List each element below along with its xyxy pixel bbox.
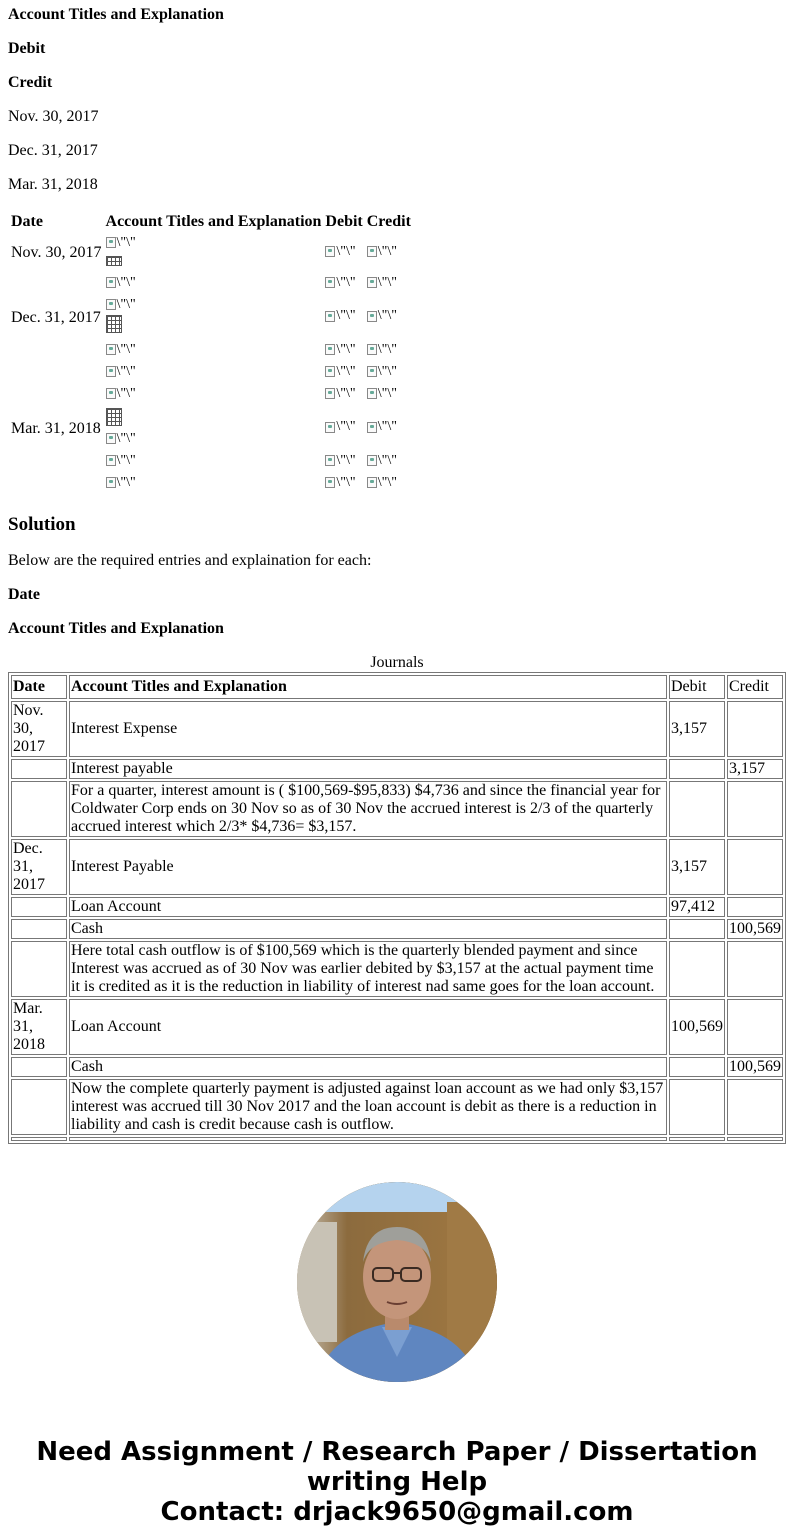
broken-image-icon: \"\" — [106, 432, 136, 446]
broken-credit-cell — [366, 363, 412, 383]
cta-line-2: writing Help — [306, 1467, 488, 1497]
broken-account-cell — [105, 234, 323, 272]
journal-cell-date — [11, 897, 67, 917]
broken-date-3: Mar. 31, 2018 — [11, 419, 101, 437]
journal-cell-debit — [669, 941, 725, 997]
table-row — [11, 701, 783, 757]
journal-header-debit: Debit — [669, 675, 725, 699]
broken-account-cell — [105, 341, 323, 361]
date-line-3: Mar. 31, 2018 — [8, 176, 98, 193]
broken-account-cell — [105, 363, 323, 383]
author-portrait-image — [297, 1182, 497, 1382]
broken-debit-cell — [324, 385, 363, 405]
broken-date-2: Dec. 31, 2017 — [11, 308, 101, 326]
broken-credit-cell — [366, 341, 412, 361]
broken-image-icon: \"\" — [106, 343, 136, 357]
broken-image-icon: \"\" — [367, 476, 397, 490]
journal-table — [8, 672, 786, 1144]
broken-account-cell — [105, 274, 323, 294]
broken-credit-cell — [366, 234, 412, 272]
journal-cell-account: Cash — [69, 919, 667, 939]
journal-cell-credit: 100,569 — [729, 920, 781, 937]
journal-body — [11, 701, 783, 1141]
journal-cell-date: Mar. 31, 2018 — [11, 999, 67, 1055]
broken-credit-cell — [366, 296, 412, 339]
broken-image-icon: \"\" — [106, 454, 136, 468]
journal-cell-account: Interest Payable — [69, 839, 667, 895]
col-header-credit: Credit — [366, 213, 411, 230]
journal-cell-credit — [727, 941, 783, 997]
broken-account-cell — [105, 385, 323, 405]
journal-cell-account: For a quarter, interest amount is ( $100,569-$95,833) $4,736 and since the financial year for Coldwater Corp ends on 30 Nov so as of 30 Nov the accrued interest is 2/3 of the quarterly accrued interest which 2/3* $4,736= $3,157. — [69, 781, 667, 837]
journal-cell-credit — [727, 701, 783, 757]
broken-image-icon: \"\" — [325, 245, 355, 259]
journal-cell-date — [11, 941, 67, 997]
broken-credit-cell — [366, 274, 412, 294]
col-header-date: Date — [11, 213, 43, 230]
journal-caption: Journals — [370, 654, 424, 671]
journal-cell-date — [11, 781, 67, 837]
broken-image-icon: \"\" — [367, 365, 397, 379]
broken-image-icon: \"\" — [325, 387, 355, 401]
journal-cell-account: Cash — [69, 1057, 667, 1077]
page — [0, 6, 794, 1527]
broken-image-icon: \"\" — [106, 387, 136, 401]
broken-image-icon: \"\" — [367, 245, 397, 259]
broken-image-icon: \"\" — [367, 343, 397, 357]
journal-cell-debit — [669, 781, 725, 837]
journal-cell-account: Now the complete quarterly payment is adjusted against loan account as we had only $3,157 interest was accrued till 30 Nov 2017 and the loan account is debit as there is a reduction in liability and cash is credit because cash is outflow. — [69, 1079, 667, 1135]
journal-cell-credit: 3,157 — [727, 759, 783, 779]
journal-cell-credit — [727, 839, 783, 895]
journal-cell-date: Nov. 30, 2017 — [11, 701, 67, 757]
broken-image-icon: \"\" — [325, 276, 355, 290]
journal-cell-date — [11, 1079, 67, 1135]
journal-cell-account: Interest payable — [69, 759, 667, 779]
cta-line-1: Need Assignment / Research Paper / Dissertation — [36, 1437, 758, 1467]
grid-icon — [106, 408, 122, 426]
footer-cell — [669, 1137, 725, 1141]
journal-header-account: Account Titles and Explanation — [69, 675, 667, 699]
journal-cell-debit — [669, 1079, 725, 1135]
broken-entries-table — [8, 210, 414, 496]
heading-account-titles: Account Titles and Explanation — [8, 6, 224, 23]
table-row — [11, 1079, 783, 1135]
journal-cell-date: Dec. 31, 2017 — [11, 839, 67, 895]
journal-cell-debit — [669, 759, 725, 779]
broken-image-icon: \"\" — [325, 365, 355, 379]
broken-debit-cell — [324, 341, 363, 361]
table-row — [11, 941, 783, 997]
journal-cell-credit — [727, 897, 783, 917]
table-row — [11, 759, 783, 779]
broken-debit-cell — [324, 363, 363, 383]
col-header-account: Account Titles and Explanation — [105, 213, 322, 230]
journal-cell-account: Loan Account — [69, 897, 667, 917]
broken-account-cell — [105, 407, 323, 450]
col-header-debit: Debit — [325, 213, 363, 230]
journal-cell-credit — [727, 781, 783, 837]
author-avatar — [297, 1182, 497, 1382]
journal-cell-debit: 3,157 — [669, 839, 725, 895]
broken-account-cell — [105, 452, 323, 472]
journal-cell-account: Interest Expense — [69, 701, 667, 757]
grid-icon — [106, 315, 122, 333]
broken-image-icon: \"\" — [106, 365, 136, 379]
broken-image-icon: \"\" — [367, 309, 397, 323]
broken-date-1: Nov. 30, 2017 — [11, 244, 102, 261]
broken-image-icon: \"\" — [325, 476, 355, 490]
solution-account-label: Account Titles and Explanation — [8, 620, 224, 637]
table-row — [11, 1057, 783, 1077]
broken-account-cell — [105, 474, 323, 494]
broken-image-icon: \"\" — [106, 476, 136, 490]
broken-image-icon: \"\" — [325, 420, 355, 434]
journal-cell-debit — [669, 1057, 725, 1077]
journal-cell-debit — [669, 919, 725, 939]
call-to-action — [8, 1437, 786, 1527]
solution-date-label: Date — [8, 586, 40, 603]
broken-image-icon: \"\" — [367, 420, 397, 434]
date-line-2: Dec. 31, 2017 — [8, 142, 98, 159]
broken-image-icon: \"\" — [367, 276, 397, 290]
broken-credit-cell — [366, 407, 412, 450]
journal-cell-credit — [727, 999, 783, 1055]
broken-debit-cell — [324, 296, 363, 339]
grid-icon — [106, 256, 122, 266]
footer-cell — [11, 1137, 67, 1141]
date-line-1: Nov. 30, 2017 — [8, 108, 99, 125]
journal-cell-date — [11, 1057, 67, 1077]
broken-account-cell — [105, 296, 323, 339]
table-row — [11, 839, 783, 895]
journal-cell-credit: 100,569 — [729, 1058, 781, 1075]
table-row — [11, 999, 783, 1055]
table-row — [11, 781, 783, 837]
solution-intro: Below are the required entries and explaination for each: — [8, 552, 372, 569]
journal-header-credit: Credit — [727, 675, 783, 699]
broken-image-icon: \"\" — [367, 454, 397, 468]
heading-credit: Credit — [8, 74, 53, 91]
broken-image-icon: \"\" — [367, 387, 397, 401]
broken-debit-cell — [324, 274, 363, 294]
cta-line-3: Contact: drjack9650@gmail.com — [160, 1497, 634, 1527]
journal-cell-date — [11, 759, 67, 779]
broken-image-icon: \"\" — [106, 276, 136, 290]
broken-credit-cell — [366, 474, 412, 494]
broken-image-icon: \"\" — [325, 343, 355, 357]
table-row — [11, 919, 783, 939]
heading-debit: Debit — [8, 40, 46, 57]
journal-header-date: Date — [11, 675, 67, 699]
avatar-container — [8, 1182, 786, 1387]
journal-cell-credit — [727, 1079, 783, 1135]
broken-debit-cell — [324, 452, 363, 472]
table-row — [11, 897, 783, 917]
broken-image-icon: \"\" — [325, 454, 355, 468]
journal-cell-debit: 100,569 — [669, 999, 725, 1055]
footer-cell — [727, 1137, 783, 1141]
broken-credit-cell — [366, 452, 412, 472]
broken-debit-cell — [324, 234, 363, 272]
solution-title: Solution — [8, 514, 76, 535]
broken-image-icon: \"\" — [106, 236, 136, 250]
journal-cell-date — [11, 919, 67, 939]
broken-debit-cell — [324, 474, 363, 494]
journal-cell-debit: 3,157 — [669, 701, 725, 757]
broken-debit-cell — [324, 407, 363, 450]
journal-cell-account: Here total cash outflow is of $100,569 which is the quarterly blended payment and since Interest was accrued as of 30 Nov was earlier debited by $3,157 at the actual payment time it is credited as it is the reduction in liability of interest nad same goes for the loan account. — [69, 941, 667, 997]
journal-cell-account: Loan Account — [69, 999, 667, 1055]
table-footer-row — [11, 1137, 783, 1141]
broken-image-icon: \"\" — [106, 298, 136, 312]
broken-credit-cell — [366, 385, 412, 405]
journal-cell-debit: 97,412 — [669, 897, 725, 917]
broken-image-icon: \"\" — [325, 309, 355, 323]
footer-cell — [69, 1137, 667, 1141]
